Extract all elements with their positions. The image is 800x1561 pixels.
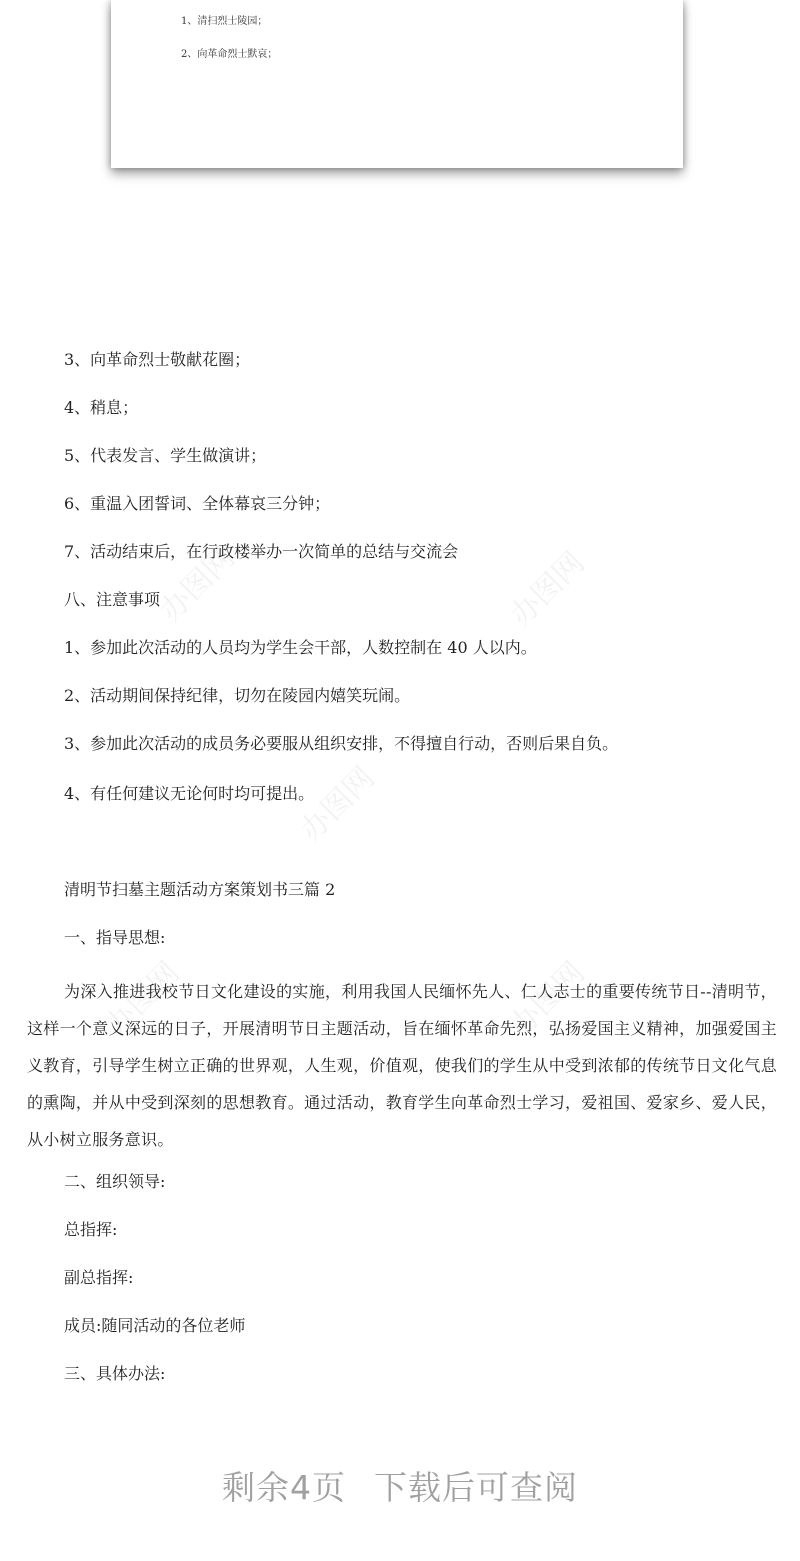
members-line: 成员:随同活动的各位老师 (64, 1316, 246, 1335)
note-item: 2、活动期间保持纪律，切勿在陵园内嬉笑玩闹。 (64, 686, 411, 705)
section-title: 清明节扫墓主题活动方案策划书三篇 2 (64, 880, 336, 899)
note-item: 3、参加此次活动的成员务必要服从组织安排，不得擅自行动，否则后果自负。 (64, 734, 619, 753)
guiding-heading: 一、指导思想: (64, 928, 166, 947)
step-item: 4、稍息； (64, 398, 139, 417)
note-item: 4、有任何建议无论何时均可提出。 (64, 784, 315, 803)
org-heading: 二、组织领导: (64, 1172, 166, 1191)
step-item: 7、活动结束后，在行政楼举办一次简单的总结与交流会 (64, 542, 459, 561)
vice-commander-line: 副总指挥: (64, 1268, 134, 1287)
watermark: 办图网 (153, 540, 242, 629)
remaining-pages-label: 剩余4页 (222, 1468, 346, 1507)
watermark: 办图网 (293, 760, 382, 849)
watermark: 办图网 (503, 545, 592, 634)
step-item: 6、重温入团誓词、全体幕哀三分钟； (64, 494, 331, 513)
step-item: 5、代表发言、学生做演讲； (64, 446, 267, 465)
watermark: 办图网 (503, 955, 592, 1044)
download-prompt[interactable] (0, 1462, 800, 1509)
notes-heading: 八、注意事项 (64, 590, 161, 609)
preview-line-2: 2、向革命烈士默哀； (181, 49, 278, 60)
page-preview-card (111, 0, 683, 168)
download-label[interactable]: 下载后可查阅 (374, 1468, 578, 1507)
guiding-paragraph: 为深入推进我校节日文化建设的实施，利用我国人民缅怀先人、仁人志士的重要传统节日--清明节，这样一个意义深远的日子，开展清明节日主题活动，旨在缅怀革命先烈，弘扬爱国主义精神，加强爱国主义教育，引导学生树立正确的世界观，人生观，价值观，使我们的学生从中受到浓郁的传统节日文化气息的熏陶，并从中受到深刻的思想教育。通过活动，教育学生向革命烈士学习，爱祖国、爱家乡、爱人民，从小树立服务意识。 (27, 982, 777, 1149)
note-item: 1、参加此次活动的人员均为学生会干部，人数控制在 40 人以内。 (64, 638, 537, 657)
method-heading: 三、具体办法: (64, 1364, 166, 1383)
preview-line-1: 1、清扫烈士陵园； (181, 16, 268, 27)
step-item: 3、向革命烈士敬献花圈； (64, 350, 251, 369)
commander-line: 总指挥: (64, 1220, 118, 1239)
watermark: 办图网 (98, 955, 187, 1044)
